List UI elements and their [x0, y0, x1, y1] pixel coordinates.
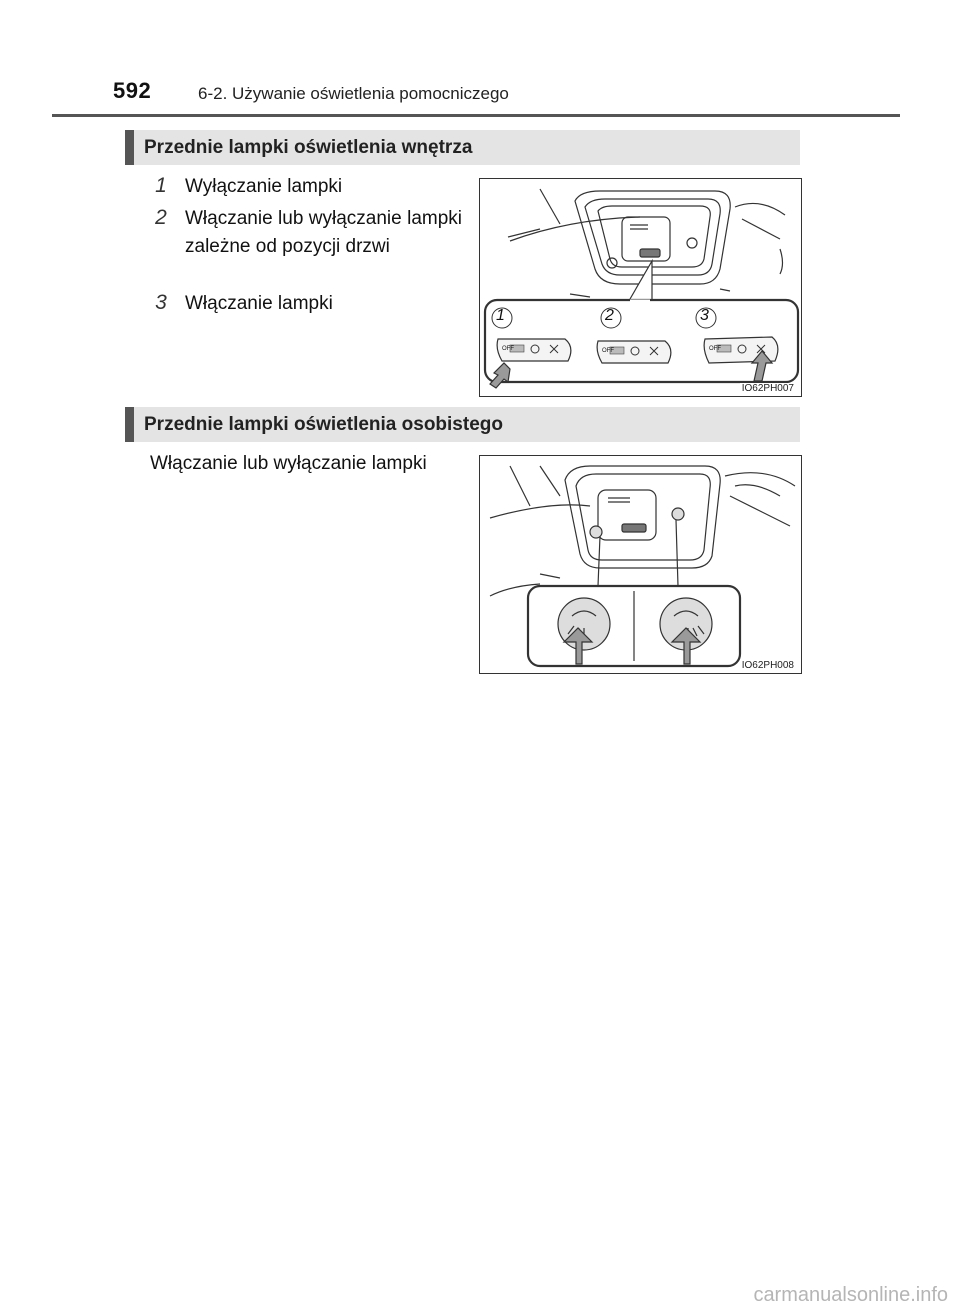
switch-off-label: OFF — [502, 346, 514, 352]
page-number: 592 — [113, 78, 152, 103]
figure-callout-2: 2 — [605, 307, 614, 324]
figure-callout-3: 3 — [700, 307, 709, 324]
item-text: Włączanie lampki — [185, 293, 333, 314]
item-number: 2 — [155, 206, 167, 229]
header-rule — [52, 114, 900, 117]
switch-off-label: OFF — [709, 346, 721, 352]
item-text: Włączanie lub wyłączanie lampki zależne od pozycji drzwi — [185, 208, 462, 257]
figure-code: IO62PH007 — [741, 383, 794, 394]
section-heading-personal — [125, 407, 800, 442]
section-title: Przednie lampki oświetlenia wnętrza — [144, 137, 473, 158]
figure-code: IO62PH008 — [741, 660, 794, 671]
personal-lamp-illustration — [480, 456, 803, 675]
watermark: carmanualsonline.info — [753, 1284, 948, 1306]
interior-lamp-figure — [479, 178, 802, 397]
personal-lamp-figure — [479, 455, 802, 674]
figure-callout-1: 1 — [496, 307, 505, 324]
running-header: 6-2. Używanie oświetlenia pomocniczego — [198, 84, 509, 103]
interior-lamp-illustration — [480, 179, 803, 398]
item-text: Wyłączanie lampki — [185, 176, 343, 197]
switch-off-label: OFF — [602, 348, 614, 354]
item-number: 1 — [155, 174, 167, 197]
section-heading-interior — [125, 130, 800, 165]
item-number: 3 — [155, 291, 167, 314]
body-text: Włączanie lub wyłączanie lampki — [150, 453, 427, 474]
section-title: Przednie lampki oświetlenia osobistego — [144, 414, 503, 435]
